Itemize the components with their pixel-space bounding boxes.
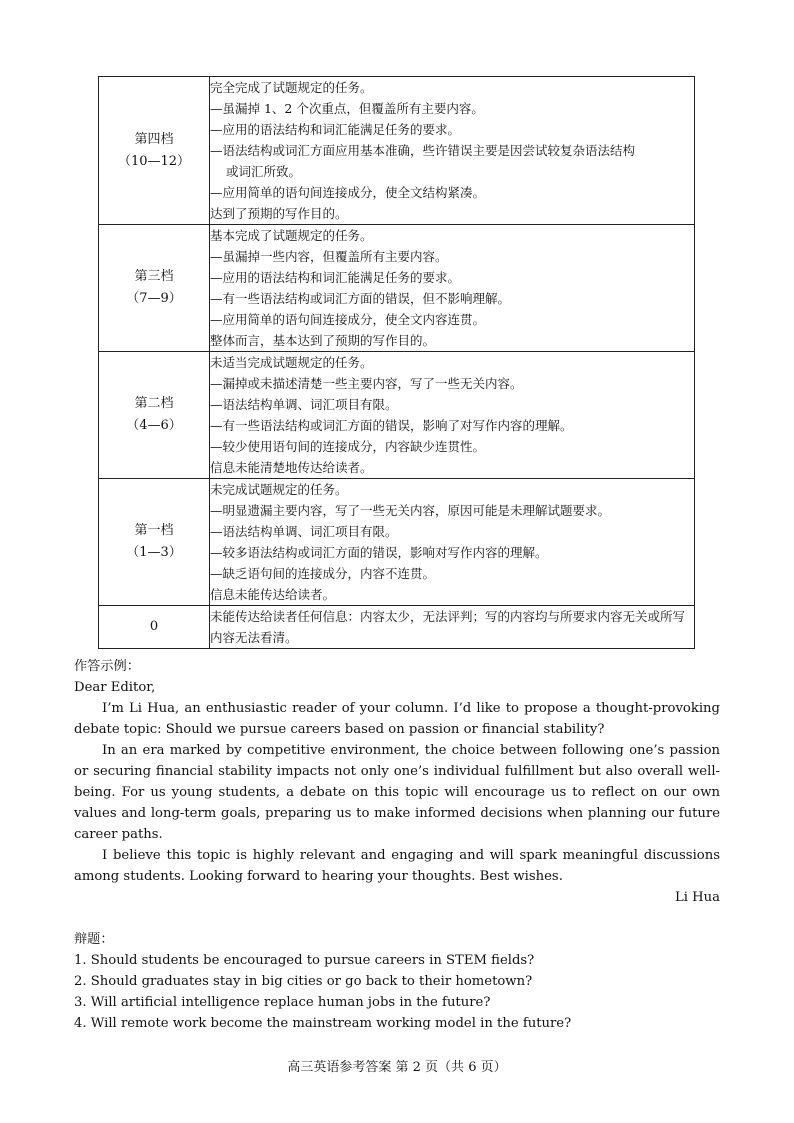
level-name: 第三档 <box>134 269 174 284</box>
criterion-line: 未适当完成试题规定的任务。 <box>210 355 373 370</box>
letter-paragraph: I believe this topic is highly relevant and engaging and will spark meaningful discussions among students. Looking forward to hearing your thoughts. Best wishes. <box>74 848 720 884</box>
rubric-row <box>99 225 695 352</box>
letter-paragraph: In an era marked by competitive environment, the choice between following one’s passion or securing financial stability impacts not only one’s individual fulfillment but also overall well-being. For us young students, a debate on this topic will encourage us to reflect on our own values and long-term goals, preparing us to make informed decisions when planning our future career paths. <box>74 743 720 842</box>
level-range: （7—9） <box>126 291 182 306</box>
letter-paragraph: I’m Li Hua, an enthusiastic reader of your column. I’d like to propose a thought-provoking debate topic: Should we pursue careers based on passion or financial stability? <box>74 701 720 737</box>
sample-answer <box>74 656 720 1034</box>
debate-item: 2. Should graduates stay in big cities or go back to their hometown? <box>74 974 533 989</box>
criterion-line: 未完成试题规定的任务。 <box>210 482 348 497</box>
criterion-line: —应用的语法结构和词汇能满足任务的要求。 <box>210 270 461 285</box>
level-range: （4—6） <box>126 418 182 433</box>
criterion-line: 或词汇所致。 <box>226 164 302 179</box>
criterion-line: —漏掉或未描述清楚一些主要内容，写了一些无关内容。 <box>210 376 523 391</box>
rubric-row <box>99 77 695 225</box>
rubric-description-cell <box>210 77 695 225</box>
spacer <box>74 908 720 929</box>
scoring-rubric-table <box>98 76 695 649</box>
criterion-line: —应用简单的语句间连接成分，使全文结构紧凑。 <box>210 185 486 200</box>
rubric-description-cell <box>210 225 695 352</box>
criterion-line: —较多语法结构或词汇方面的错误，影响对写作内容的理解。 <box>210 545 548 560</box>
criterion-line: 未能传达给读者任何信息：内容太少，无法评判；写的内容均与所要求内容无关或所写内容无法看清。 <box>210 609 686 645</box>
criterion-line: —语法结构或词汇方面应用基本准确，些许错误主要是因尝试较复杂语法结构 <box>210 143 636 158</box>
criterion-line: —较少使用语句间的连接成分，内容缺少连贯性。 <box>210 439 486 454</box>
sample-heading: 作答示例： <box>74 659 140 674</box>
rubric-row <box>99 352 695 479</box>
criterion-line: —语法结构单调、词汇项目有限。 <box>210 397 398 412</box>
debate-heading: 辩题： <box>74 932 114 947</box>
level-name: 第一档 <box>134 523 174 538</box>
debate-item: 4. Will remote work become the mainstream working model in the future? <box>74 1016 572 1031</box>
criterion-line: —应用的语法结构和词汇能满足任务的要求。 <box>210 122 461 137</box>
letter-signature: Li Hua <box>674 890 720 905</box>
criterion-line: —明显遗漏主要内容，写了一些无关内容，原因可能是未理解试题要求。 <box>210 503 611 518</box>
debate-item: 3. Will artificial intelligence replace human jobs in the future? <box>74 995 491 1010</box>
criterion-line: 完全完成了试题规定的任务。 <box>210 80 373 95</box>
level-name: 第四档 <box>134 131 174 147</box>
criterion-line: 信息未能清楚地传达给读者。 <box>210 460 373 475</box>
rubric-row <box>99 479 695 606</box>
criterion-line: 基本完成了试题规定的任务。 <box>210 228 373 243</box>
letter-salutation: Dear Editor, <box>74 680 156 695</box>
criterion-line: 达到了预期的写作目的。 <box>210 206 348 221</box>
criterion-line: 信息未能传达给读者。 <box>210 587 336 602</box>
rubric-description-cell <box>210 606 695 649</box>
rubric-row <box>99 606 695 649</box>
page-footer: 高三英语参考答案 第 2 页（共 6 页） <box>287 1060 507 1075</box>
criterion-line: —有一些语法结构或词汇方面的错误，影响了对写作内容的理解。 <box>210 418 573 433</box>
rubric-level-cell <box>99 352 210 479</box>
rubric-description-cell <box>210 352 695 479</box>
criterion-line: —有一些语法结构或词汇方面的错误，但不影响理解。 <box>210 291 511 306</box>
level-range: （10—12） <box>117 153 191 169</box>
criterion-line: —虽漏掉一些内容，但覆盖所有主要内容。 <box>210 249 448 264</box>
rubric-level-cell <box>99 225 210 352</box>
rubric-level-cell <box>99 606 210 649</box>
criterion-line: —虽漏掉 1、2 个次重点，但覆盖所有主要内容。 <box>210 101 484 116</box>
criterion-line: —语法结构单调、词汇项目有限。 <box>210 524 398 539</box>
criterion-line: —缺乏语句间的连接成分，内容不连贯。 <box>210 566 436 581</box>
debate-item: 1. Should students be encouraged to pursue careers in STEM fields? <box>74 953 535 968</box>
rubric-description-cell <box>210 479 695 606</box>
rubric-level-cell <box>99 77 210 225</box>
level-name: 第二档 <box>134 396 174 411</box>
level-range: （1—3） <box>126 545 182 560</box>
criterion-line: 整体而言，基本达到了预期的写作目的。 <box>210 333 436 348</box>
rubric-level-cell <box>99 479 210 606</box>
criterion-line: —应用简单的语句间连接成分，使全文内容连贯。 <box>210 312 486 327</box>
level-name: 0 <box>149 619 159 634</box>
